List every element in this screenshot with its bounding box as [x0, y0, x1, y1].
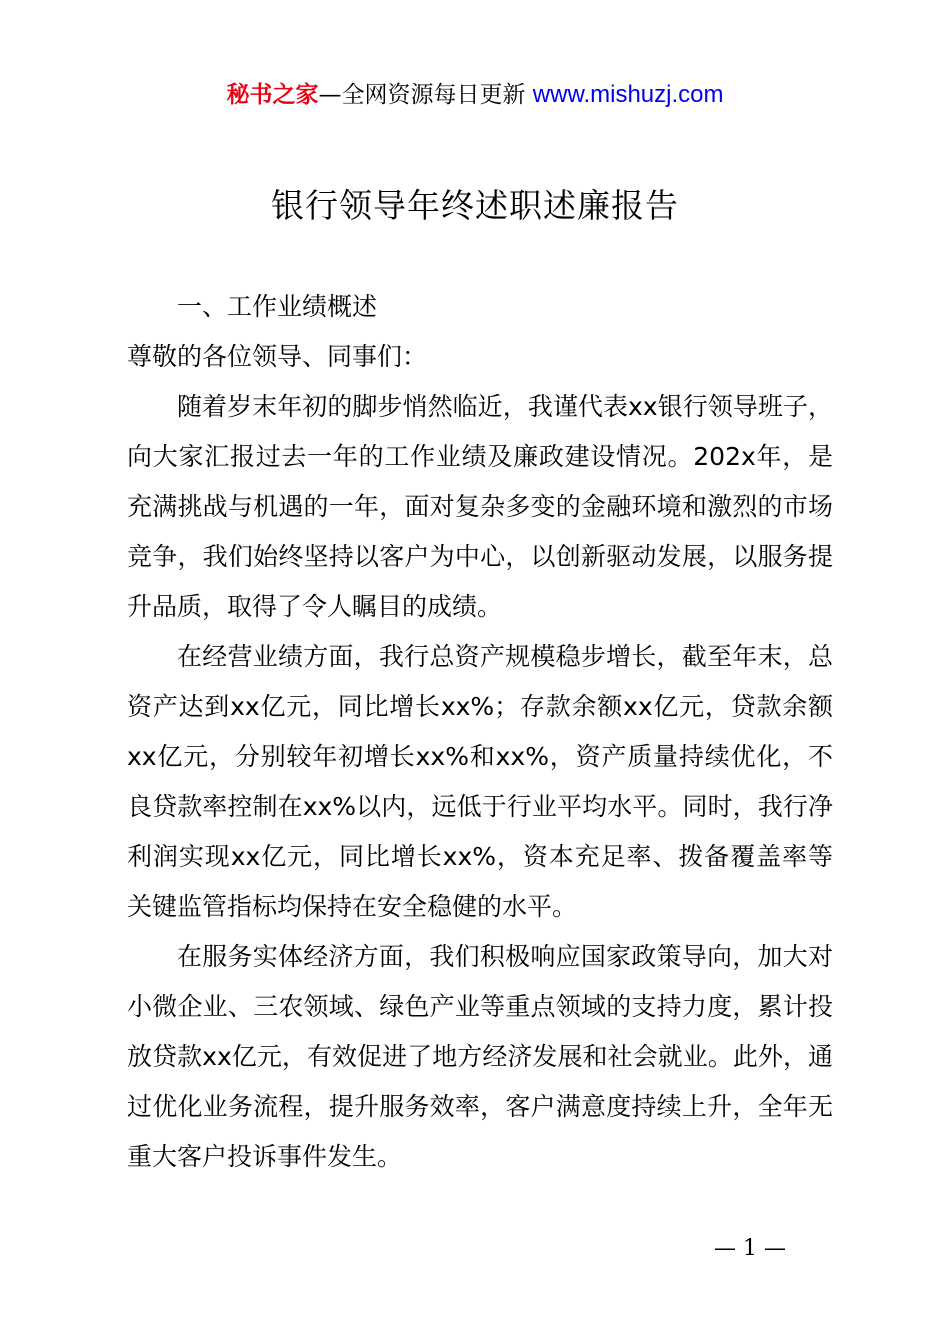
brand-name: 秘书之家 [226, 82, 319, 108]
site-url-link[interactable]: www.mishuzj.com [532, 81, 724, 108]
site-header [0, 78, 950, 112]
page-number: — 1 — [714, 1236, 786, 1261]
section-heading: 一、工作业绩概述 [177, 292, 378, 321]
body-paragraph: 随着岁末年初的脚步悄然临近，我谨代表xx银行领导班子，向大家汇报过去一年的工作业绩及廉政建设情况。202x年，是充满挑战与机遇的一年，面对复杂多变的金融环境和激烈的市场竞争，我们始终坚持以客户为中心，以创新驱动发展，以服务提升品质，取得了令人瞩目的成绩。 [127, 392, 833, 621]
header-tagline: —全网资源每日更新 [318, 82, 526, 108]
document-title: 银行领导年终述职述廉报告 [271, 186, 679, 225]
body-paragraph: 在经营业绩方面，我行总资产规模稳步增长，截至年末，总资产达到xx亿元，同比增长xx%；存款余额xx亿元，贷款余额xx亿元，分别较年初增长xx%和xx%，资产质量持续优化，不良贷款率控制在xx%以内，远低于行业平均水平。同时，我行净利润实现xx亿元，同比增长xx%，资本充足率、拨备覆盖率等关键监管指标均保持在安全稳健的水平。 [127, 642, 833, 921]
document-body [127, 282, 833, 1182]
body-paragraph: 在服务实体经济方面，我们积极响应国家政策导向，加大对小微企业、三农领域、绿色产业等重点领域的支持力度，累计投放贷款xx亿元，有效促进了地方经济发展和社会就业。此外，通过优化业务流程，提升服务效率，客户满意度持续上升，全年无重大客户投诉事件发生。 [127, 942, 833, 1171]
salutation: 尊敬的各位领导、同事们： [127, 342, 428, 371]
